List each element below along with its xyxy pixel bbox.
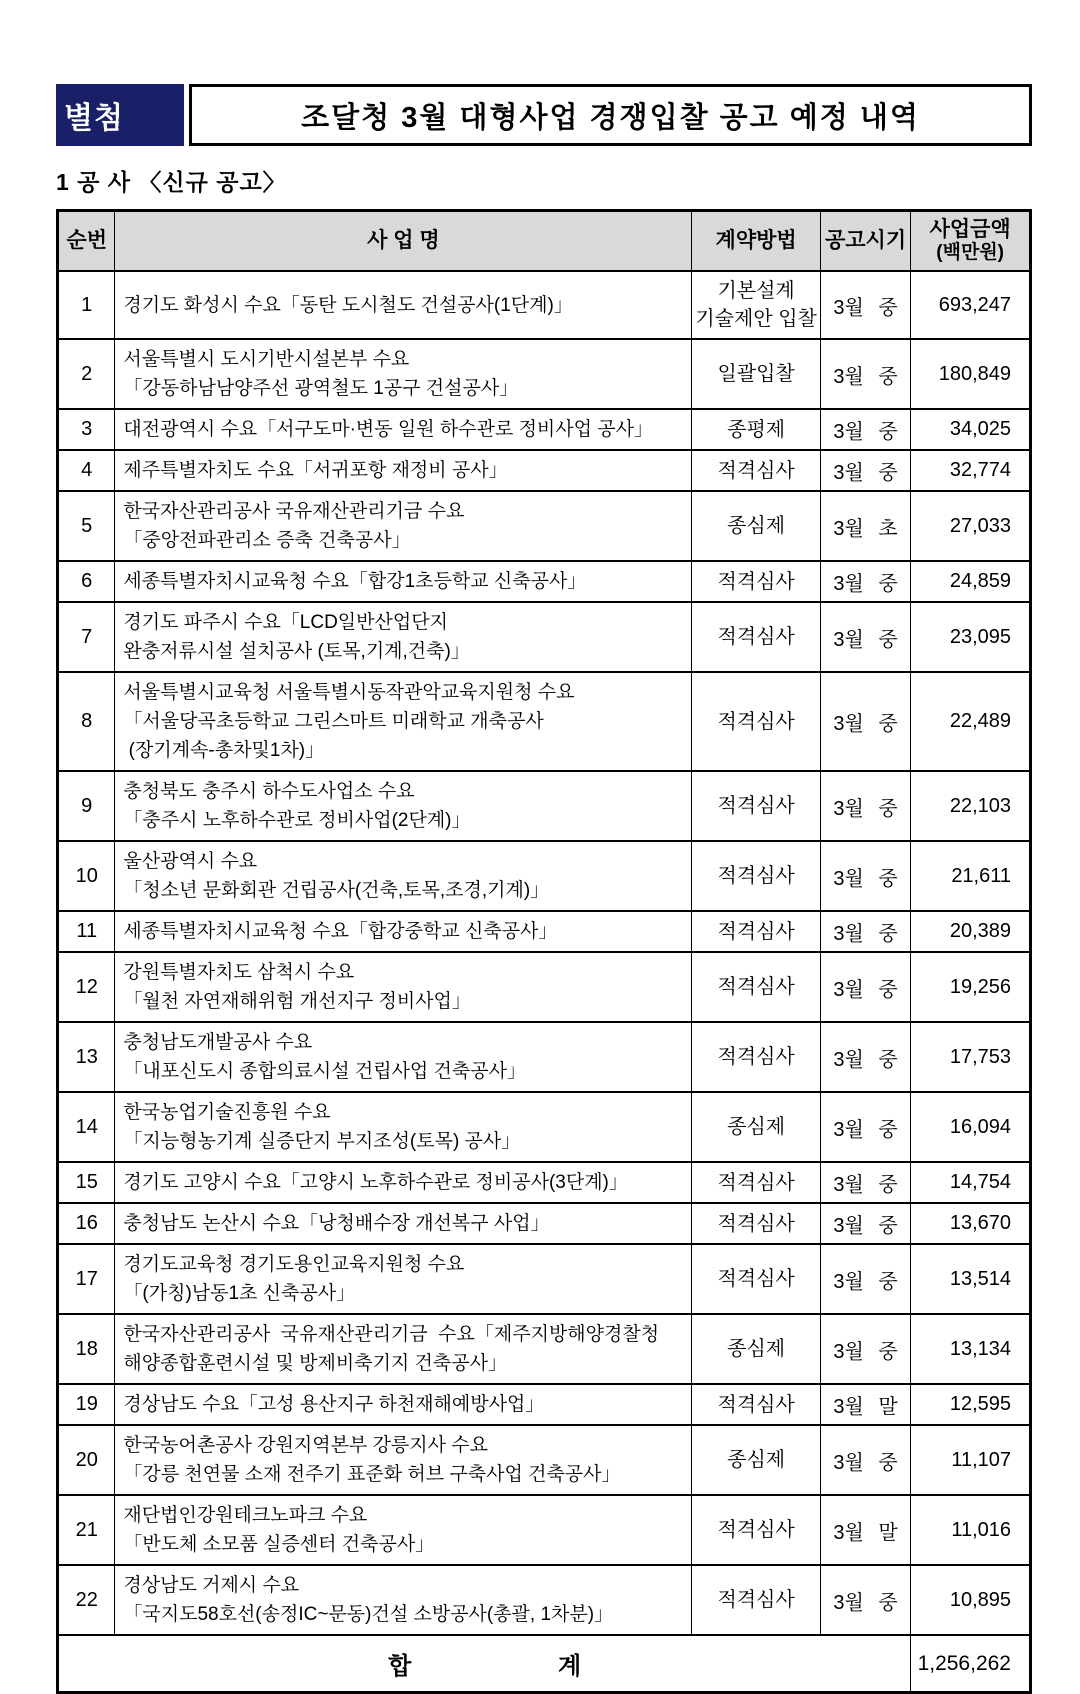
project-name-line: 「내포신도시 종합의료시설 건립사업 건축공사」 — [123, 1061, 526, 1082]
row-announce-timing: 3월 중 — [820, 339, 910, 409]
row-announce-timing: 3월 중 — [820, 1203, 910, 1244]
row-no: 6 — [58, 561, 115, 602]
row-announce-timing: 3월 중 — [820, 1244, 910, 1314]
project-name-line: 서울특별시교육청 서울특별시동작관악교육지원청 수요 — [123, 682, 575, 703]
row-project-name — [115, 1495, 692, 1565]
project-name-line: 울산광역시 수요 — [123, 851, 258, 872]
table-row — [58, 271, 1031, 339]
row-announce-timing: 3월 중 — [820, 1092, 910, 1162]
row-no: 10 — [58, 841, 115, 911]
row-amount: 22,103 — [911, 771, 1031, 841]
row-project-name — [115, 450, 692, 491]
document-header — [56, 84, 1032, 146]
project-name-line: 「충주시 노후하수관로 정비사업(2단계)」 — [123, 810, 471, 831]
table-row — [58, 1022, 1031, 1092]
row-no: 14 — [58, 1092, 115, 1162]
row-contract-method — [692, 1092, 820, 1162]
table-row — [58, 841, 1031, 911]
row-project-name — [115, 1314, 692, 1384]
project-name-line: 「강릉 천연물 소재 전주기 표준화 허브 구축사업 건축공사」 — [123, 1464, 621, 1485]
page-title: 조달청 3월 대형사업 경쟁입찰 공고 예정 내역 — [189, 84, 1032, 146]
contract-method-line: 적격심사 — [717, 1171, 795, 1194]
row-contract-method — [692, 952, 820, 1022]
row-announce-timing: 3월 중 — [820, 1565, 910, 1635]
row-amount: 27,033 — [911, 491, 1031, 561]
row-no: 11 — [58, 911, 115, 952]
row-amount: 34,025 — [911, 409, 1031, 450]
section-heading: 1 공 사 〈신규 공고〉 — [56, 169, 287, 195]
project-name-line: 「(가칭)남동1초 신축공사」 — [123, 1283, 356, 1304]
table-row — [58, 491, 1031, 561]
table-body — [58, 271, 1031, 1635]
row-amount: 13,514 — [911, 1244, 1031, 1314]
col-header-amount — [911, 211, 1031, 272]
contract-method-line: 적격심사 — [717, 865, 795, 887]
contract-method-line: 적격심사 — [717, 626, 795, 648]
row-contract-method — [692, 339, 820, 409]
project-name-line: 「강동하남남양주선 광역철도 1공구 건설공사」 — [123, 378, 519, 399]
col-header-method: 계약방법 — [692, 211, 820, 272]
row-no: 21 — [58, 1495, 115, 1565]
table-row — [58, 1162, 1031, 1203]
project-name-line: 재단법인강원테크노파크 수요 — [123, 1505, 368, 1526]
row-no: 3 — [58, 409, 115, 450]
row-amount: 14,754 — [911, 1162, 1031, 1203]
contract-method-line: 적격심사 — [717, 920, 795, 943]
row-no: 4 — [58, 450, 115, 491]
row-project-name — [115, 911, 692, 952]
row-no: 13 — [58, 1022, 115, 1092]
row-contract-method — [692, 409, 820, 450]
row-announce-timing: 3월 중 — [820, 1162, 910, 1203]
col-header-name: 사 업 명 — [115, 211, 692, 272]
project-name-line: 「반도체 소모품 실증센터 건축공사」 — [123, 1534, 435, 1555]
row-amount: 20,389 — [911, 911, 1031, 952]
row-no: 7 — [58, 602, 115, 672]
row-no: 2 — [58, 339, 115, 409]
row-announce-timing: 3월 중 — [820, 672, 910, 771]
row-no: 22 — [58, 1565, 115, 1635]
row-amount: 180,849 — [911, 339, 1031, 409]
project-name-line: 경기도 고양시 수요「고양시 노후하수관로 정비공사(3단계)」 — [123, 1172, 628, 1193]
contract-method-line: 적격심사 — [717, 976, 795, 998]
row-contract-method — [692, 1565, 820, 1635]
project-name-line: 충청북도 충주시 하수도사업소 수요 — [123, 781, 415, 802]
row-no: 5 — [58, 491, 115, 561]
project-name-line: 한국농업기술진흥원 수요 — [123, 1102, 331, 1123]
row-announce-timing: 3월 중 — [820, 271, 910, 339]
project-name-line: 「월천 자연재해위험 개선지구 정비사업」 — [123, 991, 471, 1012]
row-amount: 11,107 — [911, 1425, 1031, 1495]
table-row — [58, 911, 1031, 952]
col-header-timing: 공고시기 — [820, 211, 910, 272]
row-announce-timing: 3월 중 — [820, 409, 910, 450]
col-header-amount-line1: 사업금액 — [929, 218, 1011, 241]
project-name-line: 세종특별자치시교육청 수요「합강중학교 신축공사」 — [123, 921, 558, 942]
row-project-name — [115, 1565, 692, 1635]
table-row — [58, 771, 1031, 841]
project-name-line: 경상남도 거제시 수요 — [123, 1575, 300, 1596]
contract-method-line: 적격심사 — [717, 710, 795, 733]
row-announce-timing: 3월 말 — [820, 1495, 910, 1565]
project-name-line: 충청남도개발공사 수요 — [123, 1032, 313, 1053]
row-announce-timing: 3월 중 — [820, 841, 910, 911]
row-project-name — [115, 952, 692, 1022]
row-project-name — [115, 602, 692, 672]
row-amount: 17,753 — [911, 1022, 1031, 1092]
contract-method-line: 적격심사 — [717, 459, 795, 482]
projects-table — [56, 209, 1032, 1694]
row-no: 19 — [58, 1384, 115, 1425]
row-contract-method — [692, 911, 820, 952]
row-contract-method — [692, 491, 820, 561]
row-no: 1 — [58, 271, 115, 339]
project-name-line: 해양종합훈련시설 및 방제비축기지 건축공사」 — [123, 1353, 507, 1374]
project-name-line: 대전광역시 수요「서구도마·변동 일원 하수관로 정비사업 공사」 — [123, 419, 653, 440]
project-name-line: 경기도 파주시 수요「LCD일반산업단지 — [123, 612, 448, 633]
row-project-name — [115, 1203, 692, 1244]
contract-method-line: 일괄입찰 — [717, 363, 795, 385]
contract-method-line: 기본설계 — [717, 280, 795, 302]
row-project-name — [115, 409, 692, 450]
row-contract-method — [692, 672, 820, 771]
row-amount: 32,774 — [911, 450, 1031, 491]
row-amount: 10,895 — [911, 1565, 1031, 1635]
total-amount: 1,256,262 — [911, 1635, 1031, 1693]
row-project-name — [115, 1425, 692, 1495]
col-header-amount-line2: (백만원) — [936, 242, 1005, 263]
row-no: 20 — [58, 1425, 115, 1495]
row-contract-method — [692, 1244, 820, 1314]
row-project-name — [115, 561, 692, 602]
table-row — [58, 952, 1031, 1022]
table-row — [58, 1203, 1031, 1244]
project-name-line: 세종특별자치시교육청 수요「합강1초등학교 신축공사」 — [123, 571, 587, 592]
row-no: 17 — [58, 1244, 115, 1314]
col-header-no: 순번 — [58, 211, 115, 272]
row-project-name — [115, 1092, 692, 1162]
row-contract-method — [692, 271, 820, 339]
project-name-line: 한국자산관리공사 국유재산관리기금 수요 — [123, 501, 465, 522]
project-name-line: 강원특별자치도 삼척시 수요 — [123, 962, 355, 983]
row-announce-timing: 3월 중 — [820, 1314, 910, 1384]
table-footer — [58, 1635, 1031, 1693]
row-amount: 13,134 — [911, 1314, 1031, 1384]
table-row — [58, 409, 1031, 450]
contract-method-line: 적격심사 — [717, 1589, 795, 1611]
row-amount: 12,595 — [911, 1384, 1031, 1425]
contract-method-line: 적격심사 — [717, 1519, 795, 1541]
total-label: 합 계 — [58, 1635, 911, 1693]
table-row — [58, 1565, 1031, 1635]
row-no: 12 — [58, 952, 115, 1022]
project-name-line: 「중앙전파관리소 증축 건축공사」 — [123, 530, 411, 551]
table-row — [58, 1314, 1031, 1384]
row-announce-timing: 3월 중 — [820, 911, 910, 952]
contract-method-line: 적격심사 — [717, 1393, 795, 1416]
row-amount: 23,095 — [911, 602, 1031, 672]
table-row — [58, 602, 1031, 672]
row-contract-method — [692, 1314, 820, 1384]
project-name-line: (장기계속-총차및1차)」 — [123, 740, 325, 761]
project-name-line: 「지능형농기계 실증단지 부지조성(토목) 공사」 — [123, 1131, 521, 1152]
project-name-line: 「국지도58호선(송정IC~문동)건설 소방공사(총괄, 1차분)」 — [123, 1604, 614, 1625]
row-contract-method — [692, 1022, 820, 1092]
row-announce-timing: 3월 중 — [820, 1425, 910, 1495]
project-name-line: 「서울당곡초등학교 그린스마트 미래학교 개축공사 — [123, 711, 544, 732]
contract-method-line: 적격심사 — [717, 570, 795, 593]
row-project-name — [115, 271, 692, 339]
attachment-badge: 별첨 — [56, 84, 184, 146]
contract-method-line: 종평제 — [727, 418, 786, 441]
row-project-name — [115, 841, 692, 911]
contract-method-line: 적격심사 — [717, 1212, 795, 1235]
project-name-line: 한국농어촌공사 강원지역본부 강릉지사 수요 — [123, 1435, 488, 1456]
row-announce-timing: 3월 중 — [820, 561, 910, 602]
table-row — [58, 450, 1031, 491]
row-contract-method — [692, 1384, 820, 1425]
row-announce-timing: 3월 중 — [820, 952, 910, 1022]
project-name-line: 충청남도 논산시 수요「낭청배수장 개선복구 사업」 — [123, 1213, 550, 1234]
project-name-line: 경상남도 수요「고성 용산지구 하천재해예방사업」 — [123, 1394, 545, 1415]
project-name-line: 한국자산관리공사 국유재산관리기금 수요「제주지방해양경찰청 — [123, 1324, 660, 1345]
row-project-name — [115, 1162, 692, 1203]
project-name-line: 「청소년 문화회관 건립공사(건축,토목,조경,기계)」 — [123, 880, 550, 901]
project-name-line: 경기도 화성시 수요「동탄 도시철도 건설공사(1단계)」 — [123, 294, 573, 316]
row-no: 15 — [58, 1162, 115, 1203]
row-project-name — [115, 771, 692, 841]
table-row — [58, 1384, 1031, 1425]
row-contract-method — [692, 1162, 820, 1203]
row-contract-method — [692, 1425, 820, 1495]
project-name-line: 완충저류시설 설치공사 (토목,기계,건축)」 — [123, 641, 470, 662]
row-project-name — [115, 1384, 692, 1425]
row-announce-timing: 3월 중 — [820, 1022, 910, 1092]
row-amount: 22,489 — [911, 672, 1031, 771]
table-row — [58, 1092, 1031, 1162]
contract-method-line: 종심제 — [727, 1116, 786, 1138]
row-amount: 16,094 — [911, 1092, 1031, 1162]
table-row — [58, 1244, 1031, 1314]
table-row — [58, 1425, 1031, 1495]
row-project-name — [115, 491, 692, 561]
project-name-line: 서울특별시 도시기반시설본부 수요 — [123, 349, 410, 370]
row-no: 18 — [58, 1314, 115, 1384]
total-row — [58, 1635, 1031, 1693]
row-no: 8 — [58, 672, 115, 771]
row-project-name — [115, 339, 692, 409]
row-announce-timing: 3월 초 — [820, 491, 910, 561]
row-announce-timing: 3월 말 — [820, 1384, 910, 1425]
row-announce-timing: 3월 중 — [820, 450, 910, 491]
row-contract-method — [692, 1495, 820, 1565]
row-amount: 21,611 — [911, 841, 1031, 911]
table-row — [58, 1495, 1031, 1565]
project-name-line: 제주특별자치도 수요「서귀포항 재정비 공사」 — [123, 460, 508, 481]
row-announce-timing: 3월 중 — [820, 602, 910, 672]
row-contract-method — [692, 450, 820, 491]
row-no: 16 — [58, 1203, 115, 1244]
contract-method-line: 기술제안 입찰 — [695, 308, 817, 330]
row-contract-method — [692, 841, 820, 911]
contract-method-line: 종심제 — [727, 1338, 786, 1360]
row-project-name — [115, 1022, 692, 1092]
row-project-name — [115, 1244, 692, 1314]
table-row — [58, 339, 1031, 409]
row-contract-method — [692, 771, 820, 841]
row-contract-method — [692, 561, 820, 602]
row-amount: 11,016 — [911, 1495, 1031, 1565]
table-header — [58, 211, 1031, 272]
row-amount: 24,859 — [911, 561, 1031, 602]
contract-method-line: 종심제 — [727, 1449, 786, 1471]
row-no: 9 — [58, 771, 115, 841]
row-contract-method — [692, 602, 820, 672]
row-announce-timing: 3월 중 — [820, 771, 910, 841]
row-project-name — [115, 672, 692, 771]
row-amount: 693,247 — [911, 271, 1031, 339]
row-amount: 13,670 — [911, 1203, 1031, 1244]
contract-method-line: 적격심사 — [717, 1046, 795, 1068]
contract-method-line: 적격심사 — [717, 795, 795, 817]
contract-method-line: 종심제 — [727, 515, 786, 537]
contract-method-line: 적격심사 — [717, 1268, 795, 1290]
table-row — [58, 672, 1031, 771]
row-amount: 19,256 — [911, 952, 1031, 1022]
row-contract-method — [692, 1203, 820, 1244]
project-name-line: 경기도교육청 경기도용인교육지원청 수요 — [123, 1254, 465, 1275]
table-row — [58, 561, 1031, 602]
